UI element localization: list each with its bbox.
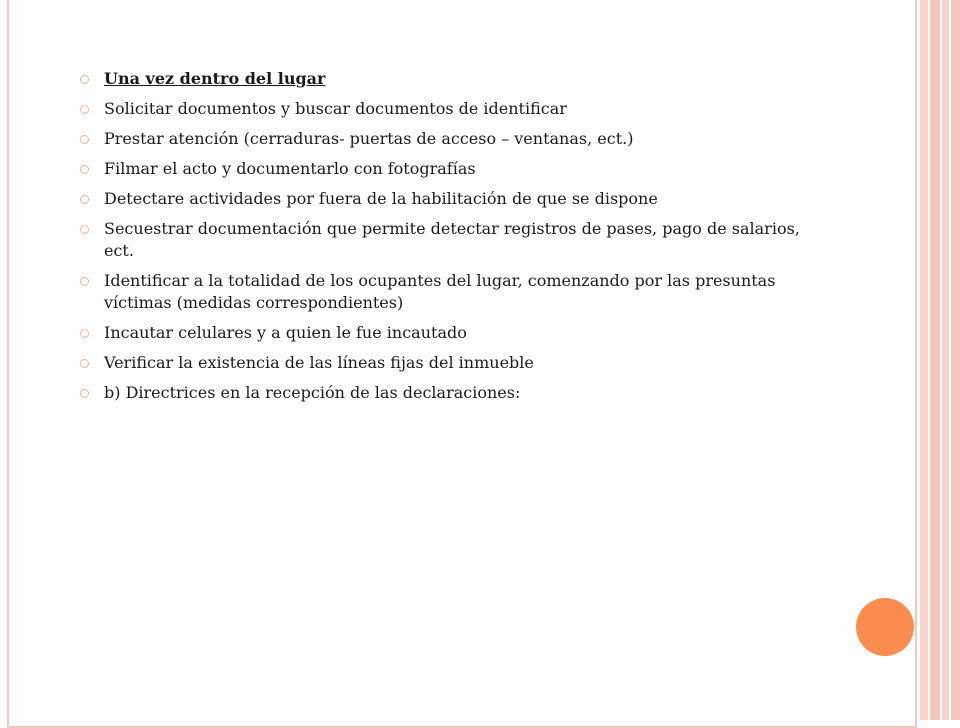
bullet-text: Incautar celulares y a quien le fue incautado: [104, 323, 467, 342]
bullet-text: Prestar atención (cerraduras- puertas de acceso – ventanas, ect.): [104, 129, 634, 148]
bullet-item: [80, 322, 810, 344]
bullet-item-heading: [80, 68, 810, 90]
bullet-item: [80, 98, 810, 120]
bullet-item: [80, 352, 810, 374]
bullet-icon: [80, 75, 89, 84]
bullet-text: b) Directrices en la recepción de las declaraciones:: [104, 383, 521, 402]
bullet-icon: [80, 329, 89, 338]
bullet-text: Identificar a la totalidad de los ocupantes del lugar, comenzando por las presuntas víctimas (medidas correspondientes): [104, 271, 776, 312]
bullet-text: Secuestrar documentación que permite detectar registros de pases, pago de salarios, ect.: [104, 219, 800, 260]
bullet-icon: [80, 277, 89, 286]
bullet-icon: [80, 225, 89, 234]
bullet-text: Verificar la existencia de las líneas fijas del inmueble: [104, 353, 534, 372]
bullet-text: Solicitar documentos y buscar documentos de identificar: [104, 99, 567, 118]
bullet-list: [80, 68, 810, 404]
bullet-item: [80, 188, 810, 210]
bullet-item: [80, 270, 810, 314]
bullet-icon: [80, 105, 89, 114]
bullet-text: Detectare actividades por fuera de la habilitación de que se dispone: [104, 189, 658, 208]
decorative-bar: [930, 0, 940, 720]
bullet-item: [80, 128, 810, 150]
decorative-bar: [920, 0, 928, 720]
bullet-item: [80, 158, 810, 180]
slide-heading: Una vez dentro del lugar: [104, 69, 326, 88]
bullet-icon: [80, 195, 89, 204]
decorative-bar: [942, 0, 949, 720]
slide-content: [80, 68, 810, 412]
bullet-item: [80, 382, 810, 404]
decorative-bar: [951, 0, 960, 720]
bullet-icon: [80, 165, 89, 174]
bullet-icon: [80, 359, 89, 368]
bullet-text: Filmar el acto y documentarlo con fotografías: [104, 159, 476, 178]
bullet-item: [80, 218, 810, 262]
bullet-icon: [80, 135, 89, 144]
decorative-side-bars: [920, 0, 960, 720]
bullet-icon: [80, 389, 89, 398]
decorative-orange-circle: [856, 598, 914, 656]
